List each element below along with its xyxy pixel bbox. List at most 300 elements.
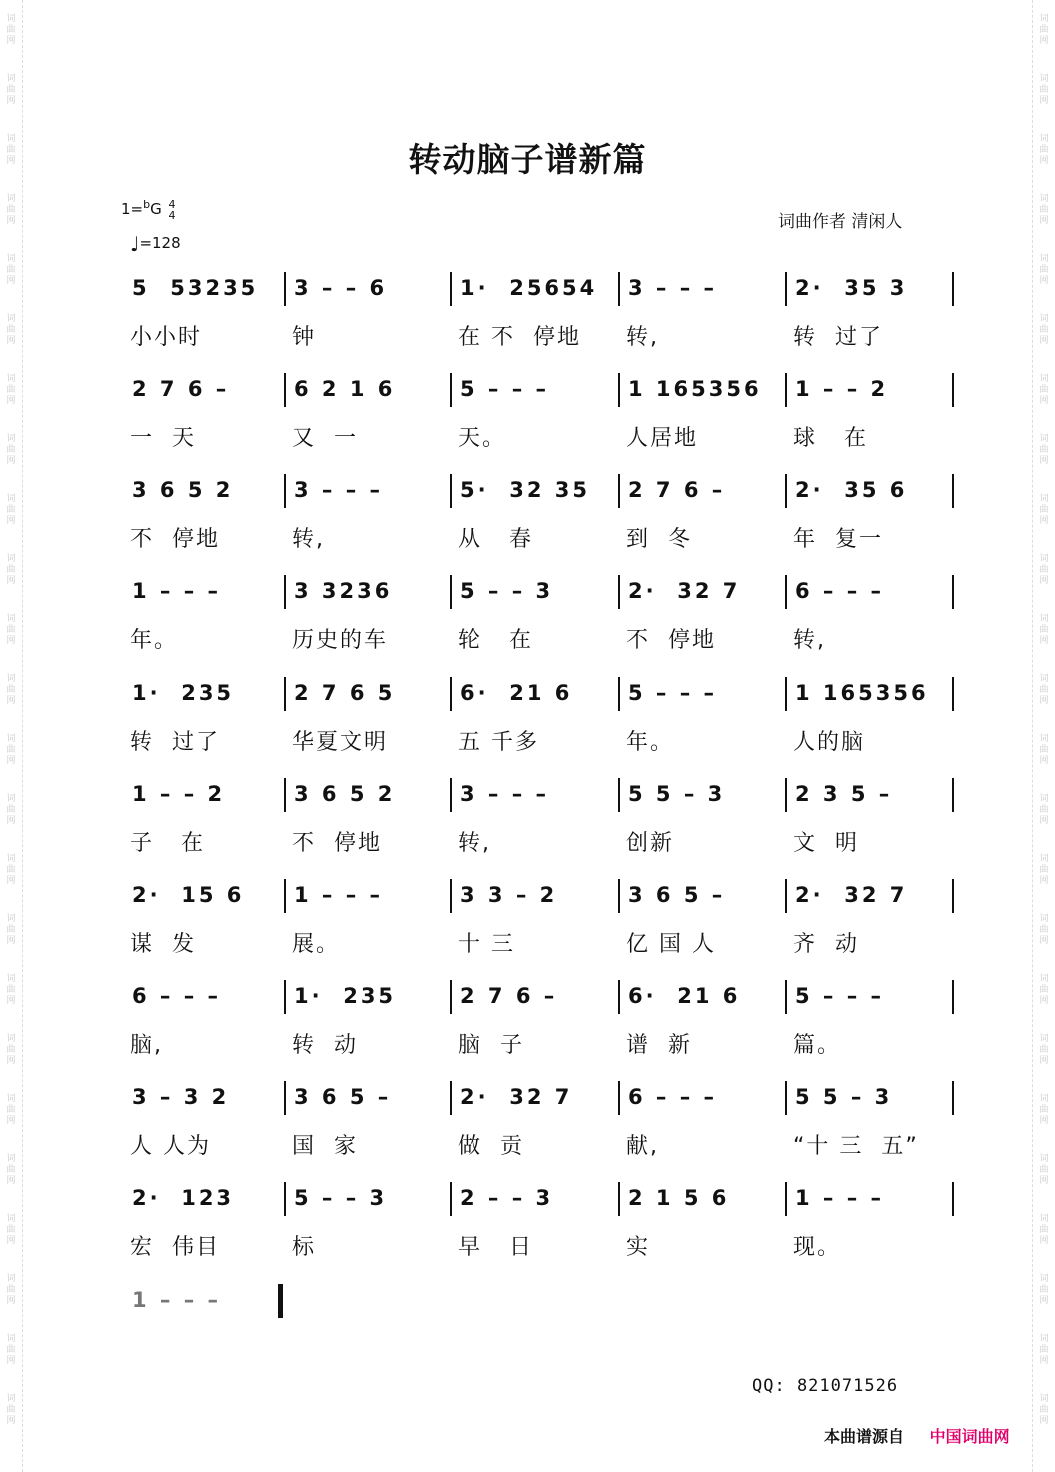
watermark-char: 词 (6, 373, 16, 384)
watermark-char: 词 (6, 493, 16, 504)
measure-notes: 5 – – – (795, 984, 885, 1008)
measure-lyrics: 不 停地 (626, 628, 716, 653)
final-barline (278, 1284, 283, 1318)
watermark-char: 曲 (6, 444, 16, 455)
key-signature (121, 198, 176, 221)
watermark-char: 网 (1039, 1295, 1049, 1306)
watermark-char: 网 (6, 155, 16, 166)
watermark-char: 词 (6, 613, 16, 624)
measure-notes: 1 – – – (132, 1288, 222, 1312)
watermark-char: 网 (6, 1055, 16, 1066)
watermark-char: 曲 (1039, 624, 1049, 635)
watermark-char: 网 (1039, 935, 1049, 946)
barline (952, 474, 954, 508)
watermark-char: 网 (1039, 1115, 1049, 1126)
measure-lyrics: 早 日 (458, 1235, 533, 1260)
score-system (122, 474, 962, 566)
watermark-char: 词 (1039, 133, 1049, 144)
measure-notes: 2· 35 6 (795, 478, 908, 502)
measure-lyrics: 子 在 (130, 831, 205, 856)
barline (785, 272, 787, 306)
watermark-char: 词 (1039, 1333, 1049, 1344)
measure-notes: 6 2 1 6 (294, 377, 396, 401)
notation-row (122, 980, 962, 1020)
watermark-char: 词 (1039, 973, 1049, 984)
measure-lyrics: 十 三 (458, 932, 515, 957)
watermark-cell (0, 300, 22, 360)
watermark-char: 词 (1039, 73, 1049, 84)
watermark-cell (1033, 1080, 1055, 1140)
barline (785, 373, 787, 407)
measure-lyrics: 年 复一 (793, 527, 883, 552)
watermark-char: 网 (1039, 815, 1049, 826)
lyrics-row (122, 1024, 962, 1058)
watermark-char: 网 (6, 875, 16, 886)
watermark-char: 网 (1039, 695, 1049, 706)
score-system (122, 879, 962, 971)
barline (785, 980, 787, 1014)
barline (284, 778, 286, 812)
watermark-char: 曲 (6, 924, 16, 935)
watermark-char: 网 (1039, 35, 1049, 46)
watermark-char: 网 (1039, 275, 1049, 286)
barline (284, 575, 286, 609)
watermark-cell (1033, 1020, 1055, 1080)
measure-notes: 5· 32 35 (460, 478, 590, 502)
watermark-cell (1033, 0, 1055, 60)
measure-lyrics: 到 冬 (626, 527, 692, 552)
barline (450, 1182, 452, 1216)
measure-lyrics: 齐 动 (793, 932, 859, 957)
measure-notes: 5 53235 (132, 276, 259, 300)
watermark-char: 词 (6, 1153, 16, 1164)
left-watermark-strip (0, 0, 23, 1472)
time-beat-unit: 4 (168, 208, 176, 222)
barline (450, 1081, 452, 1115)
watermark-char: 曲 (1039, 1104, 1049, 1115)
measure-notes: 6 – – – (132, 984, 222, 1008)
watermark-char: 词 (6, 553, 16, 564)
watermark-char: 词 (6, 133, 16, 144)
measure-notes: 1 – – 2 (132, 782, 226, 806)
watermark-char: 网 (1039, 1415, 1049, 1426)
watermark-char: 曲 (6, 84, 16, 95)
barline (284, 1081, 286, 1115)
watermark-cell (1033, 360, 1055, 420)
watermark-char: 曲 (1039, 1344, 1049, 1355)
watermark-char: 曲 (1039, 1044, 1049, 1055)
watermark-char: 网 (6, 1115, 16, 1126)
watermark-cell (0, 420, 22, 480)
watermark-char: 词 (6, 793, 16, 804)
measure-notes: 1 165356 (795, 681, 929, 705)
measure-notes: 3 3 – 2 (460, 883, 558, 907)
watermark-char: 词 (1039, 673, 1049, 684)
watermark-char: 词 (6, 1333, 16, 1344)
watermark-char: 网 (6, 755, 16, 766)
notation-row (122, 272, 962, 312)
watermark-char: 网 (6, 695, 16, 706)
watermark-char: 网 (6, 995, 16, 1006)
measure-notes: 3 – – – (294, 478, 384, 502)
measure-notes: 5 5 – 3 (795, 1085, 893, 1109)
watermark-char: 网 (6, 1295, 16, 1306)
watermark-cell (0, 60, 22, 120)
watermark-char: 网 (6, 1175, 16, 1186)
lyrics-row (122, 923, 962, 957)
barline (785, 879, 787, 913)
watermark-char: 网 (1039, 1055, 1049, 1066)
barline (284, 1182, 286, 1216)
watermark-char: 曲 (6, 624, 16, 635)
watermark-char: 曲 (6, 1404, 16, 1415)
watermark-char: 曲 (6, 744, 16, 755)
barline (785, 575, 787, 609)
measure-notes: 3 3236 (294, 579, 393, 603)
watermark-char: 网 (1039, 515, 1049, 526)
watermark-cell (0, 360, 22, 420)
watermark-cell (0, 1200, 22, 1260)
quarter-note-icon: ♩ (130, 232, 140, 256)
watermark-char: 词 (1039, 793, 1049, 804)
watermark-char: 词 (6, 433, 16, 444)
barline (952, 1182, 954, 1216)
notation-row (122, 575, 962, 615)
measure-lyrics: 球 在 (793, 426, 868, 451)
measure-lyrics: 展。 (292, 932, 341, 957)
watermark-char: 词 (6, 313, 16, 324)
watermark-char: 词 (6, 1033, 16, 1044)
measure-lyrics: 年。 (626, 730, 675, 755)
watermark-char: 词 (6, 73, 16, 84)
watermark-cell (0, 600, 22, 660)
watermark-char: 词 (1039, 853, 1049, 864)
watermark-cell (1033, 960, 1055, 1020)
watermark-char: 网 (1039, 395, 1049, 406)
measure-lyrics: 转 过了 (793, 325, 883, 350)
watermark-char: 网 (6, 215, 16, 226)
measure-lyrics: 国 家 (292, 1134, 358, 1159)
time-signature (169, 199, 176, 221)
measure-notes: 2· 32 7 (628, 579, 741, 603)
notation-row (122, 879, 962, 919)
barline (450, 575, 452, 609)
measure-notes: 1 – – – (795, 1186, 885, 1210)
watermark-cell (1033, 300, 1055, 360)
measure-lyrics: 从 春 (458, 527, 533, 552)
measure-notes: 2 7 6 – (628, 478, 726, 502)
measure-notes: 5 – – – (460, 377, 550, 401)
watermark-char: 网 (6, 815, 16, 826)
measure-lyrics: 华夏文明 (292, 730, 389, 755)
measure-notes: 5 5 – 3 (628, 782, 726, 806)
watermark-cell (0, 240, 22, 300)
watermark-char: 词 (6, 1093, 16, 1104)
watermark-cell (0, 1320, 22, 1380)
watermark-char: 词 (1039, 1153, 1049, 1164)
watermark-char: 网 (1039, 1175, 1049, 1186)
watermark-char: 曲 (6, 1344, 16, 1355)
watermark-char: 曲 (1039, 24, 1049, 35)
watermark-char: 词 (1039, 1273, 1049, 1284)
tempo-marking (130, 232, 181, 256)
barline (284, 474, 286, 508)
score-system (122, 1182, 962, 1274)
watermark-char: 词 (6, 1213, 16, 1224)
measure-notes: 1· 235 (132, 681, 235, 705)
watermark-char: 曲 (1039, 444, 1049, 455)
barline (618, 474, 620, 508)
barline (785, 677, 787, 711)
barline (450, 272, 452, 306)
watermark-char: 网 (1039, 95, 1049, 106)
watermark-char: 曲 (1039, 84, 1049, 95)
watermark-char: 曲 (6, 1284, 16, 1295)
measure-notes: 2 3 5 – (795, 782, 893, 806)
watermark-char: 曲 (1039, 804, 1049, 815)
watermark-char: 曲 (6, 984, 16, 995)
measure-notes: 1 – – – (294, 883, 384, 907)
watermark-char: 词 (1039, 493, 1049, 504)
watermark-char: 曲 (6, 1164, 16, 1175)
lyrics-row (122, 619, 962, 653)
watermark-char: 曲 (1039, 1404, 1049, 1415)
lyrics-row (122, 518, 962, 552)
barline (450, 677, 452, 711)
watermark-char: 网 (6, 1415, 16, 1426)
watermark-char: 词 (6, 253, 16, 264)
barline (952, 879, 954, 913)
measure-notes: 5 – – – (628, 681, 718, 705)
measure-lyrics: 年。 (130, 628, 179, 653)
watermark-cell (1033, 780, 1055, 840)
watermark-char: 网 (6, 1235, 16, 1246)
barline (952, 677, 954, 711)
measure-notes: 1 – – – (132, 579, 222, 603)
watermark-cell (0, 840, 22, 900)
barline (785, 474, 787, 508)
watermark-cell (1033, 240, 1055, 300)
barline (618, 980, 620, 1014)
barline (450, 474, 452, 508)
measure-notes: 6 – – – (628, 1085, 718, 1109)
measure-lyrics: 转 动 (292, 1033, 358, 1058)
watermark-char: 词 (6, 1273, 16, 1284)
measure-lyrics: 又 一 (292, 426, 358, 451)
watermark-char: 曲 (6, 204, 16, 215)
measure-lyrics: 一 天 (130, 426, 196, 451)
measure-notes: 3 6 5 – (628, 883, 726, 907)
watermark-char: 曲 (6, 144, 16, 155)
watermark-char: 网 (1039, 995, 1049, 1006)
watermark-char: 词 (1039, 1213, 1049, 1224)
watermark-char: 曲 (6, 1044, 16, 1055)
measure-lyrics: 转 过了 (130, 730, 220, 755)
barline (450, 980, 452, 1014)
measure-lyrics: 献, (626, 1134, 659, 1159)
score-system (122, 373, 962, 465)
measure-notes: 2 7 6 5 (294, 681, 396, 705)
watermark-cell (0, 180, 22, 240)
watermark-cell (0, 900, 22, 960)
watermark-char: 网 (1039, 1355, 1049, 1366)
watermark-char: 曲 (1039, 204, 1049, 215)
score-system (122, 575, 962, 667)
barline (450, 778, 452, 812)
barline (450, 879, 452, 913)
watermark-char: 词 (6, 13, 16, 24)
measure-lyrics: 篇。 (793, 1033, 842, 1058)
watermark-char: 网 (1039, 635, 1049, 646)
watermark-char: 曲 (6, 1104, 16, 1115)
barline (952, 778, 954, 812)
measure-notes: 3 – 3 2 (132, 1085, 230, 1109)
barline (785, 778, 787, 812)
notation-row (122, 373, 962, 413)
measure-lyrics: 五 千多 (458, 730, 539, 755)
measure-notes: 3 6 5 2 (132, 478, 234, 502)
measure-notes: 3 – – 6 (294, 276, 388, 300)
barline (785, 1081, 787, 1115)
measure-lyrics: “十 三 五” (793, 1134, 919, 1159)
lyrics-row (122, 417, 962, 451)
score-system (122, 677, 962, 769)
watermark-char: 词 (6, 193, 16, 204)
measure-lyrics: 谱 新 (626, 1033, 692, 1058)
measure-lyrics: 天。 (458, 426, 507, 451)
watermark-char: 网 (1039, 155, 1049, 166)
watermark-char: 词 (6, 673, 16, 684)
watermark-cell (0, 1380, 22, 1440)
watermark-char: 网 (1039, 215, 1049, 226)
watermark-char: 词 (1039, 613, 1049, 624)
measure-lyrics: 转, (793, 628, 826, 653)
measure-notes: 2· 15 6 (132, 883, 245, 907)
key-tonic: G (150, 200, 162, 218)
watermark-char: 网 (6, 95, 16, 106)
measure-notes: 6· 21 6 (628, 984, 741, 1008)
barline (284, 980, 286, 1014)
source-label: 本曲谱源自 (824, 1427, 905, 1446)
watermark-char: 词 (6, 853, 16, 864)
measure-lyrics: 人居地 (626, 426, 699, 451)
right-watermark-strip (1032, 0, 1055, 1472)
measure-notes: 2· 32 7 (795, 883, 908, 907)
barline (284, 677, 286, 711)
watermark-char: 词 (6, 973, 16, 984)
measure-notes: 5 – – 3 (460, 579, 554, 603)
watermark-char: 网 (1039, 575, 1049, 586)
barline (284, 272, 286, 306)
measure-notes: 6· 21 6 (460, 681, 573, 705)
measure-notes: 2 7 6 – (132, 377, 230, 401)
watermark-char: 网 (6, 35, 16, 46)
watermark-cell (1033, 540, 1055, 600)
lyrics-row (122, 1328, 962, 1362)
measure-lyrics: 小小时 (130, 325, 203, 350)
watermark-cell (1033, 1200, 1055, 1260)
measure-notes: 2 7 6 – (460, 984, 558, 1008)
watermark-char: 曲 (1039, 1224, 1049, 1235)
barline (618, 879, 620, 913)
measure-lyrics: 转, (458, 831, 491, 856)
watermark-char: 网 (1039, 455, 1049, 466)
notation-row (122, 677, 962, 717)
watermark-char: 词 (1039, 733, 1049, 744)
watermark-char: 曲 (1039, 384, 1049, 395)
watermark-char: 网 (6, 575, 16, 586)
measure-lyrics: 谋 发 (130, 932, 196, 957)
composer-credit: 词曲作者 清闲人 (778, 212, 903, 232)
flat-sign: b (143, 198, 151, 211)
barline (618, 1182, 620, 1216)
watermark-cell (1033, 600, 1055, 660)
watermark-cell (1033, 840, 1055, 900)
watermark-cell (1033, 720, 1055, 780)
key-prefix: 1= (121, 200, 144, 218)
measure-lyrics: 在 不 停地 (458, 325, 581, 350)
tempo-value: =128 (139, 234, 181, 252)
watermark-char: 曲 (6, 1224, 16, 1235)
watermark-char: 曲 (1039, 984, 1049, 995)
watermark-cell (1033, 1320, 1055, 1380)
measure-notes: 6 – – – (795, 579, 885, 603)
notation-row (122, 778, 962, 818)
measure-lyrics: 做 贡 (458, 1134, 524, 1159)
barline (618, 677, 620, 711)
lyrics-row (122, 316, 962, 350)
watermark-cell (1033, 660, 1055, 720)
watermark-char: 词 (6, 1393, 16, 1404)
watermark-cell (1033, 480, 1055, 540)
measure-notes: 3 – – – (628, 276, 718, 300)
measure-notes: 2 – – 3 (460, 1186, 554, 1210)
notation-row (122, 474, 962, 514)
watermark-char: 曲 (1039, 504, 1049, 515)
notation-row (122, 1182, 962, 1222)
watermark-cell (1033, 420, 1055, 480)
watermark-char: 网 (6, 275, 16, 286)
watermark-char: 网 (6, 635, 16, 646)
measure-notes: 3 6 5 – (294, 1085, 392, 1109)
watermark-cell (0, 720, 22, 780)
measure-lyrics: 脑 子 (458, 1033, 524, 1058)
watermark-char: 曲 (1039, 324, 1049, 335)
barline (618, 373, 620, 407)
watermark-char: 网 (1039, 755, 1049, 766)
measure-lyrics: 不 停地 (130, 527, 220, 552)
lyrics-row (122, 721, 962, 755)
barline (952, 980, 954, 1014)
watermark-char: 曲 (6, 504, 16, 515)
barline (618, 1081, 620, 1115)
measure-notes: 3 – – – (460, 782, 550, 806)
watermark-char: 曲 (6, 24, 16, 35)
watermark-char: 曲 (1039, 684, 1049, 695)
barline (450, 373, 452, 407)
watermark-char: 词 (1039, 253, 1049, 264)
watermark-char: 词 (1039, 553, 1049, 564)
source-site-link[interactable]: 中国词曲网 (929, 1427, 1010, 1446)
score-system (122, 778, 962, 870)
measure-lyrics: 创新 (626, 831, 675, 856)
measure-notes: 3 6 5 2 (294, 782, 396, 806)
watermark-cell (1033, 1260, 1055, 1320)
qq-contact: QQ: 821071526 (752, 1376, 899, 1396)
watermark-char: 曲 (6, 864, 16, 875)
watermark-cell (0, 780, 22, 840)
measure-notes: 2 1 5 6 (628, 1186, 730, 1210)
